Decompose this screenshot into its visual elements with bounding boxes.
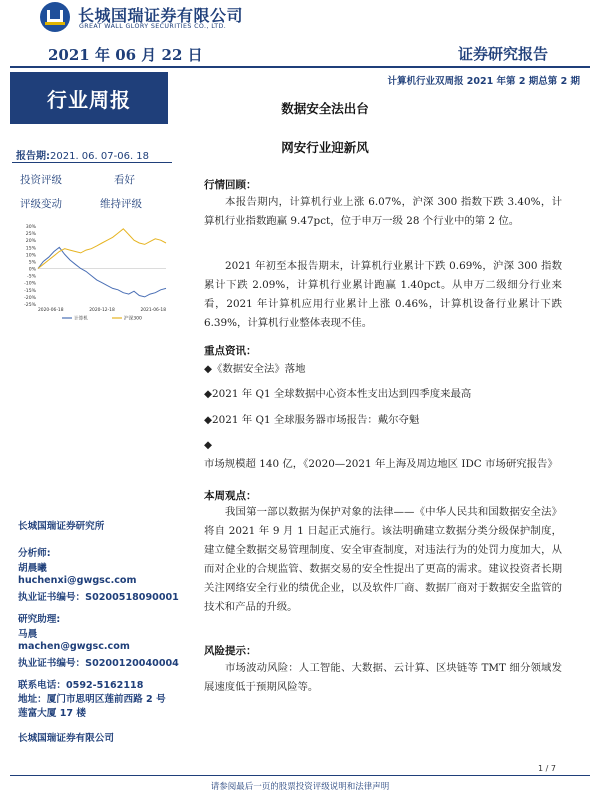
contact-address-line2: 莲富大厦 17 楼 — [18, 708, 86, 719]
report-period — [16, 147, 149, 162]
market-review-paragraph-2: 2021 年初至本报告期末，计算机行业累计下跌 0.69%，沪深 300 指数累计下跌 2.09%，计算机行业累计跑赢 1.40pct。从申万二级细分行业来看，2021 年计算机应用行业累计上涨 0.46%，计算机设备行业累计下跌 6.39%，计算机行业整体表现不佳。 — [204, 260, 562, 329]
analyst-label: 分析师: — [18, 548, 51, 559]
section-market-review: 行情回顾： — [204, 179, 257, 191]
legend-label: 沪深300 — [124, 316, 142, 322]
report-type: 证券研究报告 — [457, 45, 548, 63]
news-item — [204, 411, 562, 430]
banner-title: 行业周报 — [47, 88, 131, 112]
assistant-email[interactable]: machen@gwgsc.com — [18, 641, 130, 652]
y-tick-label: -5% — [27, 274, 36, 280]
bullet-icon: ◆ — [204, 363, 212, 375]
company-logo-icon — [40, 2, 70, 32]
x-tick-label: 2020-12-18 — [89, 308, 115, 313]
bullet-icon: ◆ — [204, 388, 212, 400]
analyst-email[interactable]: huchenxi@gwgsc.com — [18, 575, 137, 586]
x-tick-label: 2021-06-18 — [140, 308, 166, 313]
disclaimer-footer: 请参阅最后一页的股票投资评级说明和法律声明 — [210, 782, 390, 792]
assistant-license: 执业证书编号：S0200120040004 — [18, 658, 179, 669]
contact-address: 地址：厦门市思明区莲前西路 2 号 — [18, 694, 166, 705]
report-subtitle: 网安行业迎新风 — [281, 140, 369, 155]
section-weekly-view: 本周观点： — [204, 490, 257, 502]
y-tick-label: 30% — [25, 225, 36, 230]
company-name-en: GREAT WALL GLORY SECURITIES CO., LTD. — [79, 23, 227, 30]
weekly-view-paragraph: 我国第一部以数据为保护对象的法律——《中华人民共和国数据安全法》将自 2021 年 9 月 1 日起正式施行。该法明确建立数据分类分级保护制度，建立健全数据交易管理制度、安全审查制度，对违法行为的处罚力度加大，从而对企业的合规监管、数据交易的安全性提出了更高的需求。建议投资者长期关注网络安全行业的绩优企业，以及软件厂商、数据厂商对于数据安全监管的技术和产品的升级。 — [204, 506, 562, 613]
series-line — [38, 247, 166, 297]
period-label: 报告期: — [16, 151, 50, 162]
bullet-icon: ◆ — [204, 414, 212, 426]
footer-divider — [10, 775, 590, 776]
rating-label: 投资评级 — [20, 174, 62, 186]
assistant-name: 马晨 — [18, 629, 38, 640]
y-tick-label: 25% — [25, 232, 36, 238]
rating-value: 看好 — [114, 174, 135, 186]
risk-warning-paragraph: 市场波动风险：人工智能、大数据、云计算、区块链等 TMT 细分领域发展速度低于预期风险等。 — [204, 662, 562, 693]
y-tick-label: 5% — [28, 260, 36, 266]
market-review-paragraph-1: 本报告期内，计算机行业上涨 6.07%，沪深 300 指数下跌 3.40%，计算机行业指数跑赢 9.47pct，位于申万一级 28 个行业中的第 2 位。 — [204, 196, 562, 227]
news-item — [204, 385, 562, 404]
assistant-label: 研究助理: — [18, 614, 61, 625]
report-series: 计算机行业双周报 2021 年第 2 期总第 2 期 — [387, 76, 580, 87]
news-item-text: 2021 年 Q1 全球数据中心资本性支出达到四季度来最高 — [212, 388, 472, 400]
section-risk-warning: 风险提示： — [204, 645, 257, 657]
y-tick-label: 10% — [25, 253, 36, 259]
company-name-footer: 长城国瑞证券有限公司 — [18, 733, 114, 744]
page-number: 1 / 7 — [538, 764, 556, 773]
y-tick-label: 0% — [28, 267, 36, 273]
legend-label: 计算机 — [74, 316, 88, 322]
news-item-text: 《数据安全法》落地 — [212, 363, 306, 375]
performance-chart — [14, 222, 170, 322]
y-tick-label: 15% — [25, 246, 36, 252]
y-tick-label: -10% — [24, 281, 36, 287]
report-title: 数据安全法出台 — [281, 101, 369, 116]
x-tick-label: 2020-06-18 — [38, 308, 64, 313]
sidebar-divider — [12, 162, 172, 163]
news-item — [204, 360, 562, 379]
y-tick-label: -20% — [24, 295, 36, 301]
company-name-cn: 长城国瑞证券有限公司 — [78, 6, 244, 25]
rating-change-value: 维持评级 — [100, 198, 142, 210]
period-value: 2021. 06. 07-06. 18 — [50, 151, 150, 162]
news-item-text: 2021 年 Q1 全球服务器市场报告：戴尔夺魁 — [212, 414, 420, 426]
bullet-icon: ◆ — [204, 439, 212, 451]
rating-change-label: 评级变动 — [20, 198, 62, 210]
news-item — [204, 436, 562, 474]
contact-phone: 联系电话：0592-5162118 — [18, 680, 144, 691]
research-institute: 长城国瑞证券研究所 — [18, 521, 105, 532]
report-date: 2021 年 06 月 22 日 — [48, 46, 203, 64]
y-tick-label: -25% — [24, 303, 36, 308]
analyst-name: 胡晨曦 — [18, 563, 47, 574]
header-divider — [10, 66, 590, 68]
y-tick-label: 20% — [25, 239, 36, 245]
y-tick-label: -15% — [24, 288, 36, 294]
section-key-news: 重点资讯： — [204, 345, 257, 357]
analyst-license: 执业证书编号：S0200518090001 — [18, 592, 179, 603]
news-item-text: 市场规模超 140 亿，《2020—2021 年上海及周边地区 IDC 市场研究报告》 — [204, 458, 558, 470]
